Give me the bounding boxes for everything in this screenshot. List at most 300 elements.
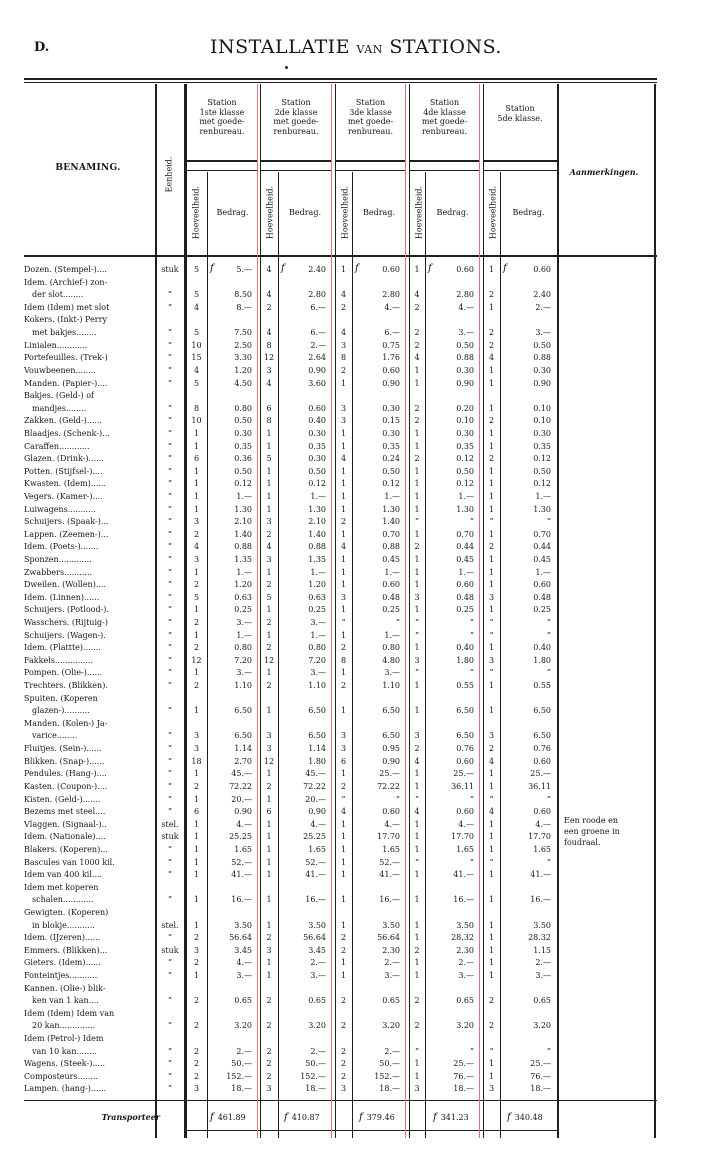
amount-value: 0.25 [456, 605, 474, 615]
quantity-value: 3 [340, 403, 347, 413]
quantity-value: 1 [340, 580, 347, 590]
amount-value: 0.12 [382, 479, 400, 489]
quantity-value: 2 [193, 933, 200, 943]
unit-value: ” [167, 328, 173, 337]
quantity-value: 1 [340, 958, 347, 968]
quantity-value: 3 [266, 1084, 272, 1094]
amount-value: 3.— [384, 970, 400, 980]
amount-value: 25.— [453, 1059, 474, 1069]
item-name: Glazen. (Drink-)...... [24, 454, 104, 464]
amount-value: 0.60 [533, 807, 551, 817]
quantity-value: 1 [266, 567, 272, 577]
quantity-value: 2 [340, 365, 347, 375]
quantity-value: 1 [340, 466, 347, 476]
quantity-value: 2 [488, 454, 495, 464]
red-rule [405, 84, 406, 1138]
transport-total [284, 1112, 320, 1123]
quantity-value: 1 [488, 945, 495, 955]
amount-value: 17.70 [528, 832, 551, 842]
item-name: 20 kan.............. [32, 1021, 96, 1031]
amount-value: 3.20 [234, 1021, 252, 1031]
quantity-value: ” [489, 630, 494, 640]
quantity-value: 2 [193, 1071, 200, 1081]
amount-value: 4.50 [234, 378, 252, 388]
amount-value: 1.— [535, 491, 551, 501]
quantity-value: 1 [340, 668, 347, 678]
station-header-rule-thin [335, 170, 406, 171]
red-rule [331, 84, 332, 1138]
amount-value: 0.12 [533, 479, 551, 489]
item-name: Kannen. (Olie-) blik- [24, 983, 106, 993]
quantity-value: 4 [340, 807, 347, 817]
quantity-value: 1 [340, 605, 347, 615]
quantity-value: 5 [193, 265, 200, 274]
quantity-value: ” [341, 618, 346, 627]
amount-value: 0.50 [456, 340, 474, 350]
amount-value: 6.50 [382, 706, 400, 716]
quantity-value: 6 [193, 454, 200, 464]
quantity-value: 3 [193, 945, 200, 955]
item-name: Lampen. (hang-)...... [24, 1084, 107, 1094]
amount-value: 0.50 [234, 466, 252, 476]
amount-value: 3.— [535, 328, 551, 337]
quantity-value: 1 [193, 832, 200, 842]
amount-value: 25.25 [303, 832, 326, 842]
quantity-value: 4 [193, 365, 200, 375]
amount-value: 3.— [236, 970, 252, 980]
amount-value: 0.76 [456, 744, 474, 753]
unit-value: ” [167, 428, 173, 438]
amount-value: 6.50 [234, 706, 252, 716]
amount-value: 72.22 [303, 781, 326, 791]
quantity-value: 1 [414, 265, 420, 274]
amount-value: 0.65 [234, 996, 252, 1006]
quantity-value: 1 [414, 605, 420, 615]
amount-value: 1.— [384, 491, 400, 501]
amount-value: 18.— [231, 1084, 252, 1094]
unit-value: ” [167, 731, 173, 741]
station-header-line: 4de klasse [423, 107, 466, 117]
amount-value: 0.35 [456, 441, 474, 451]
top-rule [24, 78, 657, 80]
unit-value: ” [167, 857, 173, 867]
quantity-value: 1 [414, 504, 420, 514]
amount-value: 0.48 [456, 592, 474, 602]
amount-value: ” [546, 794, 551, 804]
quantity-value: ” [414, 668, 420, 678]
amount-value: 0.90 [382, 756, 400, 766]
quantity-value: 8 [266, 416, 272, 426]
amount-value: 1.40 [308, 529, 326, 539]
unit-value: ” [167, 1071, 173, 1081]
amount-value: 5.— [236, 265, 252, 274]
red-rule [479, 84, 480, 1138]
quantity-value: 4 [266, 265, 272, 274]
quantity-value: 2 [414, 416, 420, 426]
amount-value: 3.— [458, 328, 474, 337]
item-name: Caraffen............ [24, 441, 90, 451]
item-name: Linialen............ [24, 340, 88, 350]
quantity-value: ” [341, 794, 346, 804]
amount-value: 18.— [379, 1084, 400, 1094]
quantity-value: 2 [340, 1021, 347, 1031]
quantity-value: 1 [488, 378, 495, 388]
amount-value: 36.11 [451, 781, 474, 791]
quantity-value: 1 [414, 895, 420, 905]
amount-value: 1.30 [234, 504, 252, 514]
quantity-value: 1 [266, 844, 272, 854]
ornament-dot [285, 66, 288, 69]
item-name: Composteurs........ [24, 1071, 98, 1081]
amount-value: 0.76 [533, 744, 551, 753]
transport-total [359, 1112, 395, 1123]
unit-value: ” [167, 441, 173, 451]
quantity-value: 3 [488, 1084, 495, 1094]
amount-value: 6.50 [456, 706, 474, 716]
bedrag-header: Bedrag. [289, 208, 321, 217]
quantity-value: 1 [340, 378, 347, 388]
quantity-value: 2 [488, 416, 495, 426]
unit-value: ” [167, 706, 173, 716]
unit-value: ” [167, 504, 173, 514]
guilder-sign: f [507, 1112, 511, 1123]
eenheid-header: Eenheid. [164, 156, 174, 193]
quantity-value: 1 [414, 844, 420, 854]
amount-value: 45.— [231, 769, 252, 779]
amount-value: 0.70 [382, 529, 400, 539]
amount-value: 6.50 [234, 731, 252, 741]
amount-value: 2.10 [234, 517, 252, 527]
amount-value: ” [546, 630, 551, 640]
quantity-value: 5 [266, 454, 272, 464]
quantity-value: 4 [193, 542, 200, 552]
amount-value: 0.50 [533, 340, 551, 350]
amount-value: 0.55 [533, 681, 551, 690]
amount-value: 0.30 [234, 428, 252, 438]
quantity-value: 4 [266, 328, 272, 337]
quantity-value: 1 [414, 933, 420, 943]
amount-value: 0.10 [456, 416, 474, 426]
quantity-value: 1 [193, 769, 200, 779]
amount-value: ” [546, 1046, 551, 1056]
quantity-value: 2 [266, 996, 272, 1006]
quantity-value: 2 [193, 958, 200, 968]
amount-value: 0.60 [382, 807, 400, 817]
quantity-value: 2 [193, 681, 200, 690]
item-name: Idem (Idem) Idem van [24, 1008, 115, 1018]
quantity-value: 1 [488, 479, 495, 489]
amount-value: 3.20 [456, 1021, 474, 1031]
amount-value: 4.— [535, 819, 551, 829]
amount-value: 1.80 [308, 756, 326, 766]
item-name: Idem. (Linnen)...... [24, 592, 100, 602]
amount-value: 1.— [236, 567, 252, 577]
amount-value: 16.— [305, 895, 326, 905]
item-name: Vouwbeenen........ [24, 365, 96, 375]
amount-value: 152.— [374, 1071, 400, 1081]
quantity-value: 1 [266, 479, 272, 489]
amount-value: 76.— [530, 1071, 551, 1081]
hoeveelheid-header: Hoeveelheid. [414, 185, 424, 240]
quantity-value: 2 [266, 1059, 272, 1069]
amount-value: 0.40 [308, 416, 326, 426]
amount-value: 0.35 [382, 441, 400, 451]
quantity-value: 4 [266, 542, 272, 552]
transport-total [210, 1112, 246, 1123]
amount-value: 0.35 [308, 441, 326, 451]
item-name: Kasten. (Coupon-).... [24, 781, 108, 791]
amount-value: ” [469, 794, 474, 804]
amount-value: 1.30 [382, 504, 400, 514]
quantity-value: 2 [193, 1046, 200, 1056]
amount-value: 0.65 [308, 996, 326, 1006]
quantity-value: 1 [488, 1059, 495, 1069]
unit-value: ” [167, 1046, 173, 1056]
amount-value: 2.80 [308, 290, 326, 300]
amount-value: 16.— [530, 895, 551, 905]
quantity-value: ” [414, 630, 420, 640]
amount-value: 0.70 [456, 529, 474, 539]
quantity-value: 1 [488, 1071, 495, 1081]
quantity-value: 2 [414, 945, 420, 955]
amount-value: 0.25 [234, 605, 252, 615]
amount-value: 2.— [458, 958, 474, 968]
quantity-value: 1 [488, 567, 495, 577]
amount-value: 17.70 [377, 832, 400, 842]
quantity-value: 1 [193, 870, 200, 880]
station-header-5 [485, 104, 555, 123]
station-header-line: met goede- [347, 117, 394, 127]
item-name: Fonteintjes........... [24, 970, 98, 980]
amount-value: 0.90 [382, 378, 400, 388]
right-frame-rule [654, 84, 656, 1138]
quantity-value: 1 [414, 466, 420, 476]
quantity-value: 3 [488, 655, 495, 665]
amount-value: 1.20 [234, 365, 252, 375]
amount-value: 0.30 [308, 454, 326, 464]
amount-value: 0.30 [533, 365, 551, 375]
quantity-value: 2 [414, 996, 420, 1006]
quantity-value: 2 [266, 1071, 272, 1081]
amount-value: 41.— [453, 870, 474, 880]
amount-value: 0.25 [382, 605, 400, 615]
amount-value: 0.50 [234, 416, 252, 426]
amount-value: 3.— [236, 668, 252, 678]
quantity-value: 1 [414, 769, 420, 779]
station-header-line: 2de klasse [274, 107, 318, 117]
quantity-value: 1 [266, 958, 272, 968]
quantity-value: 1 [488, 681, 495, 690]
amount-value: 0.80 [382, 643, 400, 653]
amount-value: 0.75 [382, 340, 400, 350]
quantity-value: 1 [340, 832, 347, 842]
hoeveelheid-header: Hoeveelheid. [488, 185, 498, 240]
item-name: Blaadjes. (Schenk-)... [24, 428, 110, 438]
quantity-value: 1 [414, 554, 420, 564]
amount-value: 0.70 [533, 529, 551, 539]
item-name: Idem. (Archief-) zon- [24, 277, 108, 287]
quantity-value: 1 [193, 605, 200, 615]
quantity-value: 1 [340, 819, 347, 829]
item-name: Spuiten. (Koperen [24, 693, 98, 703]
quantity-value: 1 [340, 706, 347, 716]
amount-value: 2.— [310, 1046, 326, 1056]
quantity-value: 1 [193, 428, 200, 438]
amount-value: 3.— [236, 618, 252, 627]
quantity-value: 1 [193, 491, 200, 501]
quantity-value: 5 [193, 328, 200, 337]
amount-value: 0.65 [456, 996, 474, 1006]
guilder-sign: f [210, 1112, 214, 1123]
item-name: Luiwagens........... [24, 504, 96, 514]
amount-value: ” [469, 1046, 474, 1056]
station-header-3 [337, 98, 404, 136]
item-name: Idem (Idem) met slot [24, 302, 110, 312]
item-name: glazen-).......... [32, 706, 90, 716]
quantity-value: 2 [340, 945, 347, 955]
amount-value: 1.76 [382, 353, 400, 363]
quantity-value: 1 [414, 870, 420, 880]
item-name: Idem. (Nationale).... [24, 832, 106, 842]
quantity-value: 1 [488, 933, 495, 943]
quantity-value: 4 [488, 353, 495, 363]
quantity-value: 2 [414, 454, 420, 464]
unit-value: ” [167, 529, 173, 539]
amount-value: 6.50 [308, 731, 326, 741]
item-name: Idem met koperen [24, 882, 99, 892]
item-name: Dweilen. (Wollen).... [24, 580, 106, 590]
quantity-value: 1 [488, 819, 495, 829]
quantity-value: 3 [266, 945, 272, 955]
amount-value: 1.10 [382, 681, 400, 690]
quantity-value: 1 [193, 920, 200, 930]
amount-value: 1.— [236, 491, 252, 501]
amount-value: 72.22 [229, 781, 252, 791]
hoeveelheid-header: Hoeveelheid. [191, 185, 201, 240]
quantity-value: 3 [340, 592, 347, 602]
guilder-sign: f [355, 263, 359, 274]
amount-value: ” [546, 517, 551, 527]
quantity-value: 1 [414, 567, 420, 577]
quantity-value: 1 [488, 580, 495, 590]
amount-value: 1.10 [234, 681, 252, 690]
amount-value: ” [395, 618, 400, 627]
hoeveelheid-header: Hoeveelheid. [340, 185, 350, 240]
quantity-value: 4 [414, 353, 420, 363]
amount-value: 0.50 [382, 466, 400, 476]
amount-value: 1.— [458, 491, 474, 501]
item-name: schalen............ [32, 895, 94, 905]
item-name: Gieters. (Idem)...... [24, 958, 101, 968]
amount-value: 2.— [535, 958, 551, 968]
top-rule-thin [24, 82, 657, 83]
amount-value: 2.40 [308, 265, 326, 274]
quantity-value: 10 [191, 416, 202, 426]
quantity-value: 2 [414, 1021, 420, 1031]
quantity-value: 1 [193, 466, 200, 476]
amount-value: 0.90 [234, 807, 252, 817]
amount-value: 52.— [305, 857, 326, 867]
quantity-value: 2 [266, 1046, 272, 1056]
quantity-value: 1 [488, 466, 495, 476]
quantity-value: ” [414, 618, 420, 627]
amount-value: 0.60 [533, 580, 551, 590]
amount-value: 0.65 [533, 996, 551, 1006]
amount-value: 0.30 [308, 428, 326, 438]
quantity-value: 1 [488, 428, 495, 438]
amount-value: 0.55 [456, 681, 474, 690]
quantity-value: 4 [488, 756, 495, 766]
amount-value: 18.— [305, 1084, 326, 1094]
unit-value: ” [167, 353, 173, 363]
quantity-value: 4 [266, 290, 272, 300]
quantity-value: 3 [193, 517, 200, 527]
quantity-value: 12 [263, 353, 275, 363]
amount-value: 0.88 [533, 353, 551, 363]
total-rule [24, 1100, 657, 1101]
quantity-value: 12 [191, 655, 202, 665]
amount-value: 2.80 [456, 290, 474, 300]
item-name: Manden. (Papier-).... [24, 378, 108, 388]
quantity-value: 1 [414, 920, 420, 930]
quantity-value: 1 [266, 857, 272, 867]
amount-value: 1.— [384, 630, 400, 640]
quantity-value: 1 [488, 441, 495, 451]
amount-value: 3.— [310, 668, 326, 678]
station-header-line: renbureau. [199, 126, 245, 136]
station-header-1 [188, 98, 256, 136]
transport-total [507, 1112, 543, 1123]
amount-value: 0.44 [533, 542, 551, 552]
quantity-value: 1 [414, 832, 420, 842]
amount-value: 1.30 [308, 504, 326, 514]
unit-value: ” [167, 567, 173, 577]
quantity-value: 2 [266, 302, 272, 312]
amount-value: 6.50 [308, 706, 326, 716]
unit-value: stuk [161, 832, 179, 842]
amount-value: 2.— [310, 340, 326, 350]
amount-value: 0.60 [456, 756, 474, 766]
quantity-value: 2 [488, 542, 495, 552]
amount-value: 0.12 [308, 479, 326, 489]
amount-value: 2.— [535, 302, 551, 312]
station-header-line: renbureau. [421, 126, 467, 136]
amount-value: 0.88 [382, 542, 400, 552]
item-name: Idem van 400 kil.... [24, 870, 103, 880]
unit-value: ” [167, 454, 173, 464]
amount-value: 1.14 [234, 744, 252, 753]
guilder-sign: f [281, 263, 285, 274]
guilder-sign: f [428, 263, 432, 274]
unit-value: ” [167, 491, 173, 501]
quantity-value: 1 [414, 529, 420, 539]
quantity-value: 2 [340, 517, 347, 527]
item-name: Kwasten. (Idem)...... [24, 479, 106, 489]
amount-value: 0.90 [533, 378, 551, 388]
total-bottom-rule [186, 1130, 557, 1131]
quantity-value: 2 [488, 340, 495, 350]
amount-value: 0.30 [382, 403, 400, 413]
aanmerking-note [564, 815, 652, 848]
item-name: Idem. (Poets-)....... [24, 542, 99, 552]
item-name: Pompen. (Olie-)...... [24, 668, 103, 678]
amount-value: 6.— [384, 328, 400, 337]
quantity-value: 2 [193, 1059, 200, 1069]
quantity-value: 1 [340, 428, 347, 438]
quantity-value: 1 [193, 668, 200, 678]
item-name: in blokje........... [32, 920, 95, 930]
amount-value: 0.40 [456, 643, 474, 653]
